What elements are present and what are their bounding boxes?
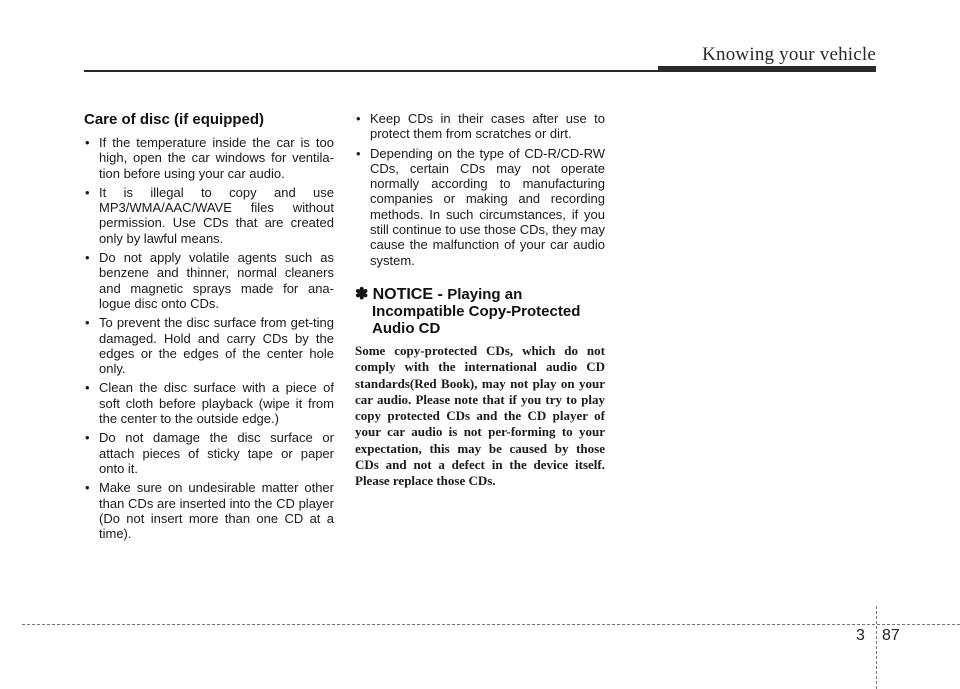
notice-body: Some copy-protected CDs, which do not comply with the international audio CD standards(Red Book), may not play on your car audio. Please note that if you try to play copy protected CDs and the CD player of your car audio is not per-forming to your expectation, this may be caused by those CDs and not a defect in the device itself. Please replace those CDs. bbox=[355, 342, 605, 489]
notice-title-2: Incompatible Copy-Protected bbox=[372, 302, 581, 320]
section-heading: Care of disc (if equipped) bbox=[84, 111, 265, 128]
bullet-icon: • bbox=[85, 184, 90, 200]
bullet-icon: • bbox=[356, 145, 361, 161]
list-item: • Keep CDs in their cases after use to protect them from scratches or dirt. bbox=[356, 111, 605, 142]
list-item: • Depending on the type of CD-R/CD-RW CDs, certain CDs may not operate normally according to manufacturing companies or making and recording methods. In such circumstances, if you still continue to use those CDs, they may cause the malfunction of your car audio system. bbox=[356, 145, 605, 268]
list-item: • Make sure on undesirable matter other than CDs are inserted into the CD player (Do not insert more than one CD at a time). bbox=[85, 480, 334, 542]
care-of-disc-list bbox=[84, 135, 334, 541]
cd-handling-list bbox=[355, 111, 605, 268]
right-column bbox=[355, 111, 605, 490]
bullet-icon: • bbox=[85, 480, 90, 496]
list-item: • Do not apply volatile agents such as benzene and thinner, normal cleaners and magnetic sprays made for ana-logue disc onto CDs. bbox=[85, 250, 334, 311]
left-column bbox=[84, 111, 334, 545]
footer-divider bbox=[876, 606, 877, 689]
footer-rule bbox=[22, 624, 960, 625]
chapter-number: 3 bbox=[856, 627, 865, 644]
header-rule-accent bbox=[658, 66, 876, 72]
bullet-icon: • bbox=[85, 135, 90, 150]
notice-label: NOTICE - bbox=[372, 285, 448, 303]
bullet-icon: • bbox=[85, 315, 90, 331]
notice-title-1: Playing an bbox=[447, 285, 523, 303]
running-header-title: Knowing your vehicle bbox=[702, 44, 876, 65]
notice-title-3: Audio CD bbox=[372, 319, 441, 337]
list-item: • It is illegal to copy and use MP3/WMA/AAC/WAVE files without permission. Use CDs that are created only by lawful means. bbox=[85, 184, 334, 246]
notice-heading bbox=[355, 286, 605, 337]
list-item: • If the temperature inside the car is too high, open the car windows for ventila-tion before using your car audio. bbox=[85, 135, 334, 181]
list-item: • To prevent the disc surface from get-ting damaged. Hold and carry CDs by the edges or the edges of the center hole only. bbox=[85, 315, 334, 377]
bullet-icon: • bbox=[85, 250, 90, 266]
page-number: 87 bbox=[882, 627, 900, 644]
notice-star-icon: ✽ bbox=[355, 285, 369, 303]
list-item: • Clean the disc surface with a piece of soft cloth before playback (wipe it from the center to the outside edge.) bbox=[85, 380, 334, 427]
bullet-icon: • bbox=[356, 111, 361, 126]
bullet-icon: • bbox=[85, 430, 90, 446]
bullet-icon: • bbox=[85, 380, 90, 396]
list-item: • Do not damage the disc surface or attach pieces of sticky tape or paper onto it. bbox=[85, 430, 334, 476]
